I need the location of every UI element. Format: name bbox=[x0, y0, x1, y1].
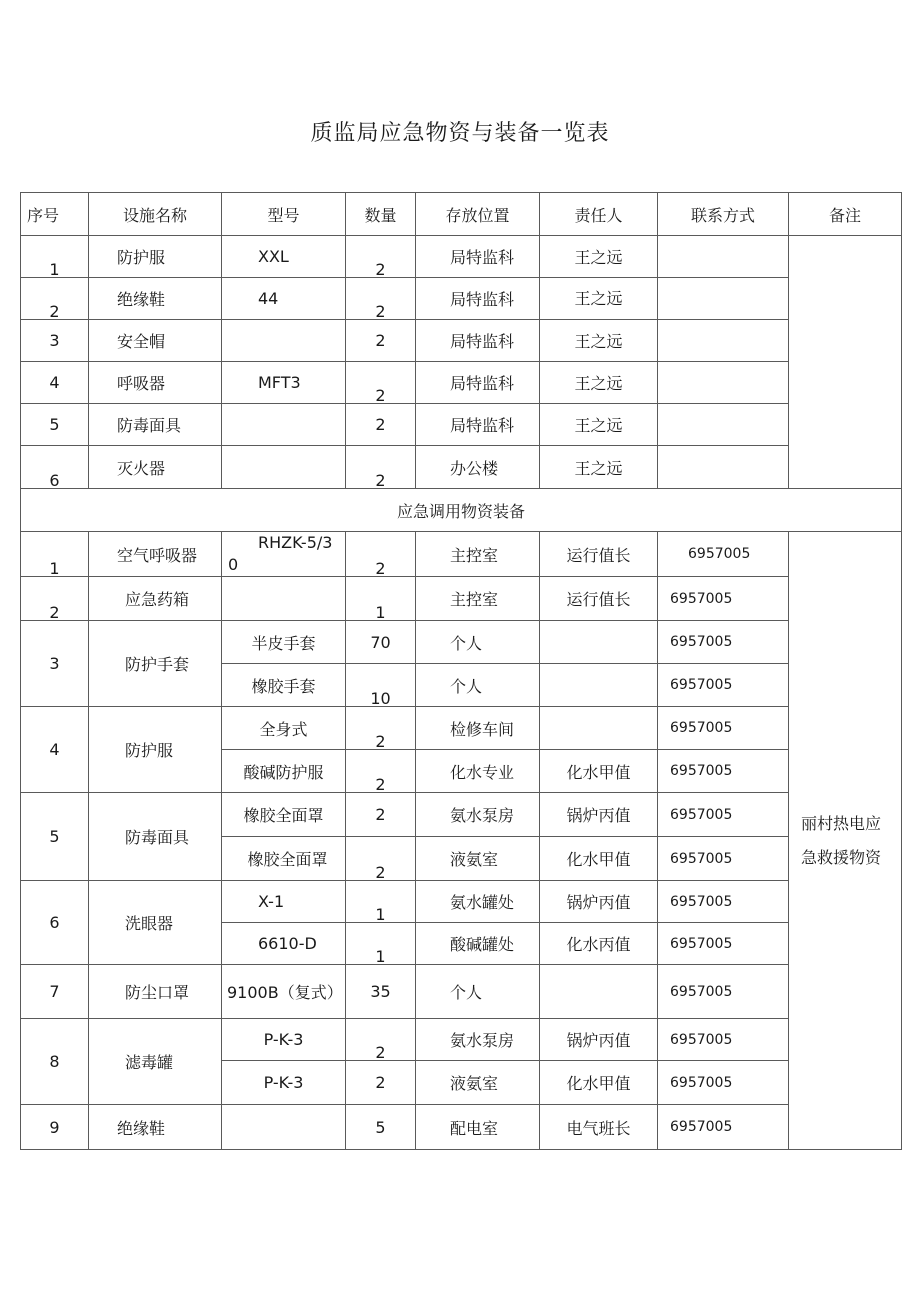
section-title: 应急调用物资装备 bbox=[21, 489, 902, 532]
section-title-row bbox=[21, 489, 902, 532]
row-qty: 2 bbox=[346, 320, 416, 362]
row-name: 应急药箱 bbox=[89, 577, 222, 621]
row-location: 局特监科 bbox=[416, 404, 540, 446]
row-contact bbox=[658, 278, 789, 320]
row-contact bbox=[658, 404, 789, 446]
model-line-1: RHZK-5/3 bbox=[258, 533, 333, 552]
row-model bbox=[222, 532, 346, 577]
row-contact: 6957005 bbox=[658, 750, 789, 793]
table-row bbox=[21, 236, 902, 278]
row-qty: 1 bbox=[346, 577, 416, 621]
row-qty: 2 bbox=[346, 1019, 416, 1061]
row-person: 电气班长 bbox=[540, 1105, 658, 1150]
row-name: 安全帽 bbox=[89, 320, 222, 362]
equipment-table bbox=[20, 192, 902, 1150]
header-row bbox=[21, 193, 902, 236]
row-no: 4 bbox=[21, 362, 89, 404]
section1-note bbox=[789, 236, 902, 489]
row-contact: 6957005 bbox=[658, 923, 789, 965]
table-row bbox=[21, 621, 902, 664]
row-no: 5 bbox=[21, 793, 89, 881]
row-person bbox=[540, 621, 658, 664]
row-person: 化水甲值 bbox=[540, 1061, 658, 1105]
page-title: 质监局应急物资与装备一览表 bbox=[310, 121, 610, 146]
row-location: 氨水泵房 bbox=[416, 793, 540, 837]
row-person: 王之远 bbox=[540, 446, 658, 489]
row-no: 6 bbox=[21, 881, 89, 965]
row-person: 化水甲值 bbox=[540, 837, 658, 881]
row-name: 防护服 bbox=[89, 707, 222, 793]
row-contact bbox=[658, 320, 789, 362]
row-location: 酸碱罐处 bbox=[416, 923, 540, 965]
row-no: 3 bbox=[21, 621, 89, 707]
row-model: 橡胶全面罩 bbox=[222, 793, 346, 837]
row-person: 王之远 bbox=[540, 320, 658, 362]
row-location: 办公楼 bbox=[416, 446, 540, 489]
row-person: 王之远 bbox=[540, 362, 658, 404]
header-qty: 数量 bbox=[346, 193, 416, 236]
row-location: 主控室 bbox=[416, 532, 540, 577]
header-name: 设施名称 bbox=[89, 193, 222, 236]
row-person: 王之远 bbox=[540, 278, 658, 320]
row-model bbox=[222, 1105, 346, 1150]
row-person bbox=[540, 707, 658, 750]
row-model: 酸碱防护服 bbox=[222, 750, 346, 793]
table-row bbox=[21, 362, 902, 404]
row-model: P-K-3 bbox=[222, 1061, 346, 1105]
row-qty: 2 bbox=[346, 446, 416, 489]
row-qty: 2 bbox=[346, 362, 416, 404]
row-location: 化水专业 bbox=[416, 750, 540, 793]
row-model bbox=[222, 446, 346, 489]
header-person: 责任人 bbox=[540, 193, 658, 236]
row-model: XXL bbox=[222, 236, 346, 278]
row-contact: 6957005 bbox=[658, 707, 789, 750]
row-model bbox=[222, 404, 346, 446]
row-qty: 5 bbox=[346, 1105, 416, 1150]
row-location: 局特监科 bbox=[416, 278, 540, 320]
row-model bbox=[222, 320, 346, 362]
header-contact: 联系方式 bbox=[658, 193, 789, 236]
table-row bbox=[21, 1105, 902, 1150]
row-contact: 6957005 bbox=[658, 837, 789, 881]
section2-note: 丽村热电应急救援物资 bbox=[789, 532, 902, 1150]
row-no: 5 bbox=[21, 404, 89, 446]
row-model: P-K-3 bbox=[222, 1019, 346, 1061]
table-row bbox=[21, 1019, 902, 1061]
row-model: 9100B（复式） bbox=[222, 965, 346, 1019]
row-contact: 6957005 bbox=[658, 664, 789, 707]
table-row bbox=[21, 881, 902, 923]
row-person: 王之远 bbox=[540, 404, 658, 446]
row-person: 锅炉丙值 bbox=[540, 1019, 658, 1061]
row-no: 1 bbox=[21, 236, 89, 278]
row-qty: 2 bbox=[346, 278, 416, 320]
row-qty: 2 bbox=[346, 532, 416, 577]
row-contact: 6957005 bbox=[658, 1019, 789, 1061]
row-contact bbox=[658, 362, 789, 404]
row-person: 锅炉丙值 bbox=[540, 881, 658, 923]
row-location: 检修车间 bbox=[416, 707, 540, 750]
row-qty: 70 bbox=[346, 621, 416, 664]
row-contact: 6957005 bbox=[658, 1105, 789, 1150]
row-model: 橡胶全面罩 bbox=[222, 837, 346, 881]
row-location: 液氨室 bbox=[416, 837, 540, 881]
row-location: 氨水罐处 bbox=[416, 881, 540, 923]
table-row bbox=[21, 965, 902, 1019]
row-qty: 2 bbox=[346, 1061, 416, 1105]
row-location: 局特监科 bbox=[416, 320, 540, 362]
row-location: 个人 bbox=[416, 664, 540, 707]
row-model: 半皮手套 bbox=[222, 621, 346, 664]
row-name: 滤毒罐 bbox=[89, 1019, 222, 1105]
row-name: 防尘口罩 bbox=[89, 965, 222, 1019]
row-model: 6610-D bbox=[222, 923, 346, 965]
table-row bbox=[21, 793, 902, 837]
row-contact: 6957005 bbox=[658, 621, 789, 664]
row-name: 灭火器 bbox=[89, 446, 222, 489]
row-contact: 6957005 bbox=[658, 1061, 789, 1105]
row-no: 1 bbox=[21, 532, 89, 577]
row-model: X-1 bbox=[222, 881, 346, 923]
row-qty: 2 bbox=[346, 404, 416, 446]
row-name: 呼吸器 bbox=[89, 362, 222, 404]
row-name: 空气呼吸器 bbox=[89, 532, 222, 577]
row-person bbox=[540, 664, 658, 707]
row-qty: 2 bbox=[346, 793, 416, 837]
row-qty: 35 bbox=[346, 965, 416, 1019]
row-location: 个人 bbox=[416, 621, 540, 664]
row-location: 液氨室 bbox=[416, 1061, 540, 1105]
row-person: 锅炉丙值 bbox=[540, 793, 658, 837]
table-row bbox=[21, 404, 902, 446]
row-person bbox=[540, 965, 658, 1019]
row-model bbox=[222, 577, 346, 621]
row-location: 配电室 bbox=[416, 1105, 540, 1150]
row-location: 主控室 bbox=[416, 577, 540, 621]
row-contact: 6957005 bbox=[658, 577, 789, 621]
row-qty: 2 bbox=[346, 750, 416, 793]
header-location: 存放位置 bbox=[416, 193, 540, 236]
row-name: 防护手套 bbox=[89, 621, 222, 707]
row-name: 防毒面具 bbox=[89, 404, 222, 446]
row-no: 2 bbox=[21, 278, 89, 320]
header-note: 备注 bbox=[789, 193, 902, 236]
row-person: 运行值长 bbox=[540, 532, 658, 577]
row-location: 氨水泵房 bbox=[416, 1019, 540, 1061]
row-name: 防护服 bbox=[89, 236, 222, 278]
row-contact bbox=[658, 446, 789, 489]
table-row bbox=[21, 446, 902, 489]
row-no: 9 bbox=[21, 1105, 89, 1150]
row-person: 化水丙值 bbox=[540, 923, 658, 965]
row-contact: 6957005 bbox=[658, 793, 789, 837]
row-person: 化水甲值 bbox=[540, 750, 658, 793]
row-location: 个人 bbox=[416, 965, 540, 1019]
row-no: 8 bbox=[21, 1019, 89, 1105]
row-model: MFT3 bbox=[222, 362, 346, 404]
header-no: 序号 bbox=[21, 193, 89, 236]
row-model: 橡胶手套 bbox=[222, 664, 346, 707]
row-location: 局特监科 bbox=[416, 362, 540, 404]
row-contact bbox=[658, 236, 789, 278]
row-name: 绝缘鞋 bbox=[89, 278, 222, 320]
header-model: 型号 bbox=[222, 193, 346, 236]
table-row bbox=[21, 577, 902, 621]
row-qty: 1 bbox=[346, 923, 416, 965]
row-qty: 2 bbox=[346, 236, 416, 278]
row-contact: 6957005 bbox=[658, 965, 789, 1019]
table-row bbox=[21, 278, 902, 320]
row-no: 4 bbox=[21, 707, 89, 793]
row-contact: 6957005 bbox=[658, 881, 789, 923]
table-row bbox=[21, 320, 902, 362]
table-row bbox=[21, 707, 902, 750]
row-model: 44 bbox=[222, 278, 346, 320]
row-no: 6 bbox=[21, 446, 89, 489]
row-person: 王之远 bbox=[540, 236, 658, 278]
row-person: 运行值长 bbox=[540, 577, 658, 621]
row-name: 防毒面具 bbox=[89, 793, 222, 881]
row-no: 3 bbox=[21, 320, 89, 362]
row-no: 7 bbox=[21, 965, 89, 1019]
row-contact: 6957005 bbox=[658, 532, 789, 577]
row-qty: 10 bbox=[346, 664, 416, 707]
row-qty: 1 bbox=[346, 881, 416, 923]
row-no: 2 bbox=[21, 577, 89, 621]
table-row bbox=[21, 532, 902, 577]
row-location: 局特监科 bbox=[416, 236, 540, 278]
row-model: 全身式 bbox=[222, 707, 346, 750]
row-qty: 2 bbox=[346, 707, 416, 750]
row-name: 绝缘鞋 bbox=[89, 1105, 222, 1150]
row-qty: 2 bbox=[346, 837, 416, 881]
row-name: 洗眼器 bbox=[89, 881, 222, 965]
model-line-2: 0 bbox=[228, 555, 239, 574]
